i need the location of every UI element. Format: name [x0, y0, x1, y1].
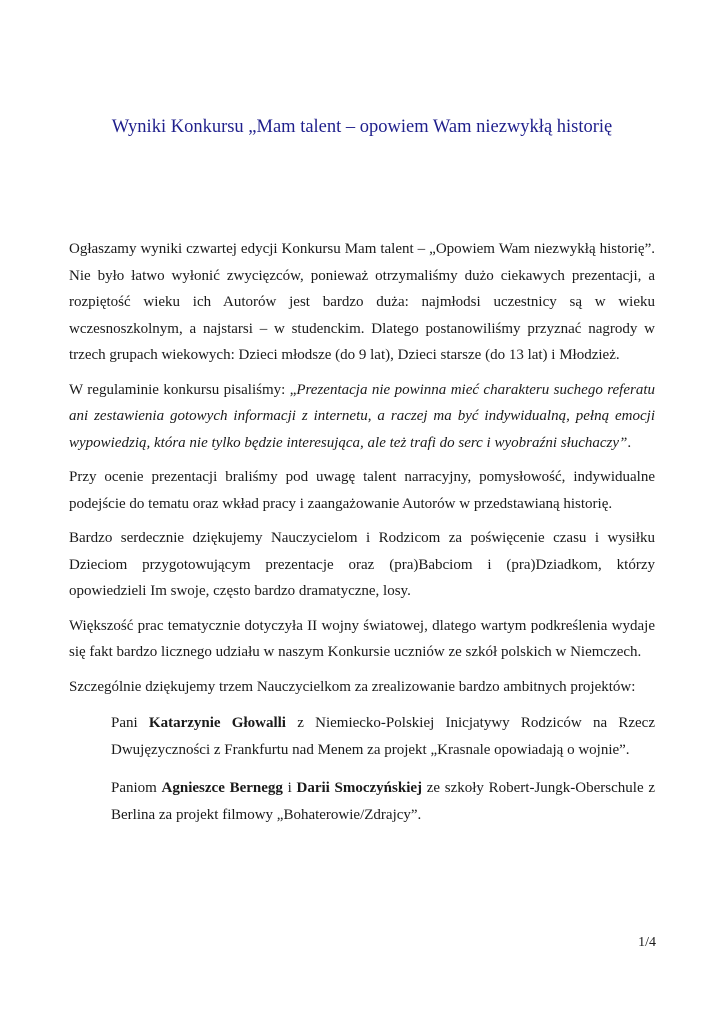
project-item — [111, 710, 655, 763]
paragraph-ww2: Większość prac tematycznie dotyczyła II wojny światowej, dlatego wartym podkreślenia wydaje się fakt bardzo licznego udziału w naszym Konkursie uczniów ze szkół polskich w Niemczech. — [69, 617, 655, 660]
regulations-quote: Prezentacja nie powinna mieć charakteru suchego referatu ani zestawienia gotowych informacji z internetu, a raczej ma być indywidualną, pełną emocji wypowiedzią, która nie tylko będzie interesująca, ale też trafi do serc i wyobraźni słuchaczy” — [69, 381, 656, 451]
paragraph-thanks: Bardzo serdecznie dziękujemy Nauczycielom i Rodzicom za poświęcenie czasu i wysiłku Dzieciom przygotowującym prezentacje oraz (pra)Babciom i (pra)Dziadkom, którzy opowiedzieli Im swoje, często bardzo dramatyczne, losy. — [69, 530, 655, 599]
regulations-prefix: W regulaminie konkursu pisaliśmy: „ — [69, 381, 297, 398]
teacher-name: Katarzynie Głowalli — [148, 715, 286, 731]
teacher-name: Darii Smoczyńskiej — [296, 780, 423, 796]
project-prefix: Paniom — [111, 780, 162, 796]
teacher-name: Agnieszce Bernegg — [161, 780, 283, 796]
paragraph-projects-intro: Szczególnie dziękujemy trzem Nauczycielkom za zrealizowanie bardzo ambitnych projektów: — [69, 678, 636, 695]
paragraph-results-intro: Ogłaszamy wyniki czwartej edycji Konkursu Mam talent – „Opowiem Wam niezwykłą historię”. Nie było łatwo wyłonić zwycięzców, ponieważ otrzymaliśmy dużo ciekawych prezentacji, a rozpiętość wieku ich Autorów jest bardzo duża: najmłodsi uczestnicy są w wieku wczesnoszkolnym, a najstarsi – w studenckim. Dlatego postanowiliśmy przyznać nagrody w trzech grupach wiekowych: Dzieci młodsze (do 9 lat), Dzieci starsze (do 13 lat) i Młodzież. — [69, 241, 655, 363]
paragraph-evaluation: Przy ocenie prezentacji braliśmy pod uwagę talent narracyjny, pomysłowość, indywidualne podejście do tematu oraz wkład pracy i zaangażowanie Autorów w przedstawianą historię. — [69, 469, 655, 512]
project-item — [111, 775, 655, 828]
page-title: Wyniki Konkursu „Mam talent – opowiem Wam niezwykłą historię — [111, 117, 613, 137]
project-prefix: Pani — [111, 715, 149, 731]
project-description: z Niemiecko-Polskiej Inicjatywy Rodziców na Rzecz Dwujęzyczności z Frankfurtu nad Menem za projekt „Krasnale opowiadają o wojnie”. — [111, 715, 655, 758]
projects-list — [69, 710, 655, 828]
conjunction: i — [282, 780, 297, 796]
project-description: ze szkoły Robert-Jungk-Oberschule z Berlina za projekt filmowy „Bohaterowie/Zdrajcy”. — [111, 780, 655, 823]
document-body — [69, 236, 655, 840]
page-number: 1/4 — [638, 935, 656, 950]
paragraph-regulations — [69, 377, 655, 457]
regulations-suffix: . — [627, 434, 632, 451]
